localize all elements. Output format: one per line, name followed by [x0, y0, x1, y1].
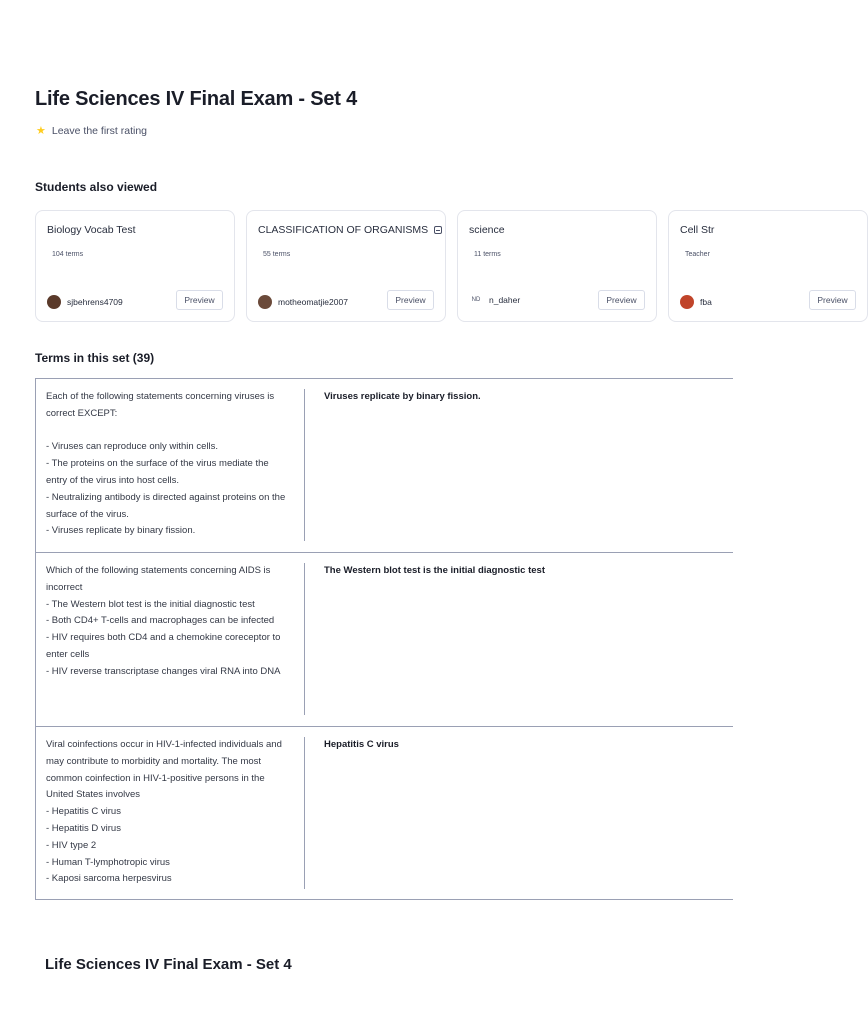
card-author-name: fba	[700, 297, 712, 307]
card-author-name: motheomatjie2007	[278, 297, 348, 307]
study-guide-icon	[434, 226, 442, 234]
related-set-card[interactable]	[668, 210, 868, 322]
card-title: Cell Str	[680, 224, 715, 236]
card-term-count: Teacher	[685, 251, 710, 258]
footer-title: Life Sciences IV Final Exam - Set 4	[45, 956, 292, 973]
term-question: Viral coinfections occur in HIV-1-infected individuals and may contribute to morbidity and mortality. The most common coinfection in HIV-1-positive persons in the United States involves - Hepatitis C virus - Hepatitis D virus - HIV type 2 - Human T-lymphotropic virus - Kaposi sarcoma herpesvirus	[46, 739, 282, 885]
term-row	[36, 553, 733, 727]
students-also-viewed-heading: Students also viewed	[35, 180, 158, 194]
card-title: CLASSIFICATION OF ORGANISMS	[258, 224, 442, 236]
term-row	[36, 727, 733, 899]
rating-text: Leave the first rating	[51, 124, 148, 137]
term-divider	[304, 563, 305, 715]
related-set-card[interactable]	[457, 210, 657, 322]
related-set-card[interactable]	[35, 210, 235, 322]
card-author[interactable]	[680, 295, 712, 309]
page-title: Life Sciences IV Final Exam - Set 4	[35, 88, 358, 110]
card-term-count: 104 terms	[52, 251, 84, 258]
card-author-name: sjbehrens4709	[67, 297, 123, 307]
avatar	[680, 295, 694, 309]
card-title: science	[469, 224, 505, 236]
card-title: Biology Vocab Test	[47, 224, 136, 236]
term-question: Which of the following statements concerning AIDS is incorrect - The Western blot test is the initial diagnostic test - Both CD4+ T-cells and macrophages can be infected - HIV requires both CD4 and a chemokine coreceptor to enter cells - HIV reverse transcriptase changes viral RNA into DNA	[46, 565, 281, 677]
term-answer: Hepatitis C virus	[324, 739, 399, 750]
avatar: ND	[471, 297, 481, 303]
terms-heading: Terms in this set (39)	[35, 351, 155, 365]
avatar	[47, 295, 61, 309]
card-author[interactable]	[47, 295, 123, 309]
preview-button[interactable]: Preview	[598, 290, 645, 310]
card-term-count: 11 terms	[474, 251, 501, 258]
related-sets-carousel	[35, 210, 848, 322]
preview-button[interactable]: Preview	[387, 290, 434, 310]
term-question: Each of the following statements concerning viruses is correct EXCEPT: - Viruses can reproduce only within cells. - The proteins on the surface of the virus mediate the entry of the virus into host cells. - Neutralizing antibody is directed against proteins on the surface of the virus. - Viruses replicate by binary fission.	[46, 391, 286, 537]
rating-link[interactable]	[36, 124, 147, 137]
term-answer: Viruses replicate by binary fission.	[324, 391, 481, 402]
preview-button[interactable]: Preview	[176, 290, 223, 310]
term-answer: The Western blot test is the initial diagnostic test	[324, 565, 545, 576]
card-author[interactable]	[258, 295, 348, 309]
term-divider	[304, 389, 305, 541]
related-set-card[interactable]	[246, 210, 446, 322]
avatar	[258, 295, 272, 309]
preview-button[interactable]: Preview	[809, 290, 856, 310]
term-divider	[304, 737, 305, 889]
term-row	[36, 379, 733, 553]
card-author-name: n_daher	[489, 295, 521, 305]
card-author[interactable]	[469, 295, 520, 305]
star-icon: ★	[36, 125, 46, 137]
card-term-count: 55 terms	[263, 251, 291, 258]
terms-list	[35, 378, 733, 900]
